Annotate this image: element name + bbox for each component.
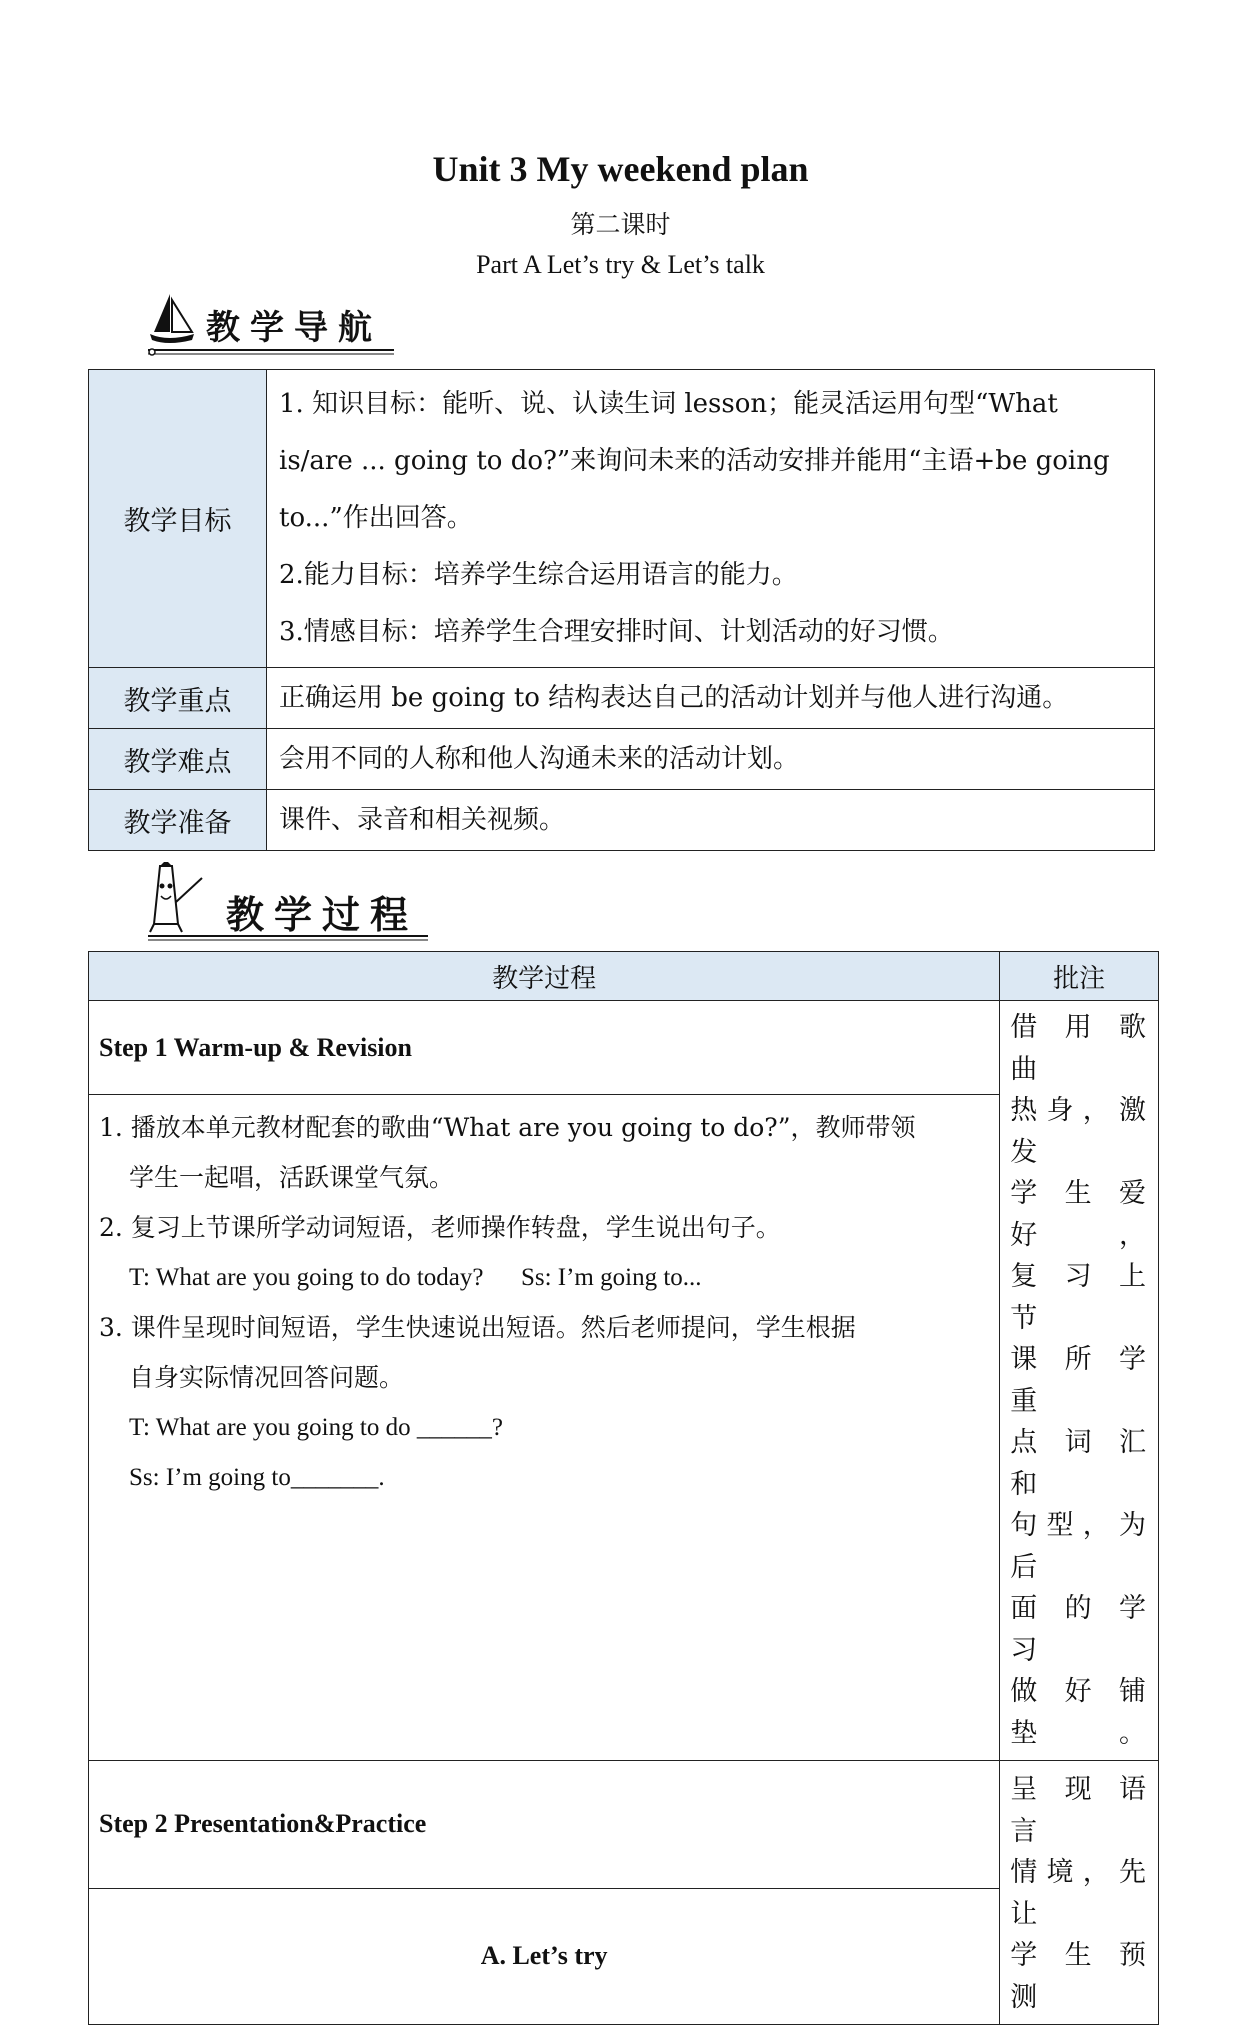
note-line: 学 生 预 测 [1010,1940,1148,2013]
teaching-nav-banner [148,290,398,358]
goal-header: 教学目标 [89,370,267,668]
page-title: Unit 3 My weekend plan [432,149,809,189]
goal-line: 3.情感目标：培养学生合理安排时间、计划活动的好习惯。 [279,617,954,647]
lesson-number: 第二课时 [570,210,671,239]
note-line: 情境，先让 [1010,1857,1148,1930]
step2-heading: Step 2 Presentation&Practice [89,1761,1000,1889]
step1-item-1-cont: 学生一起唱，活跃课堂气氛。 [129,1163,455,1193]
preparation-content: 课件、录音和相关视频。 [267,790,1155,851]
note-line: 学生爱好， [1010,1178,1148,1251]
step1-item-3-answer: Ss: I’m going to_______. [129,1464,385,1492]
step1-item-3: 3. 课件呈现时间短语，学生快速说出短语。然后老师提问，学生根据 [99,1313,856,1343]
step1-item-3-question: T: What are you going to do ______? [129,1414,503,1442]
goal-line: 1. 知识目标：能听、说、认读生词 lesson；能灵活运用句型“What [279,389,1058,419]
step1-item-2-dialog: T: What are you going to do today? Ss: I’m going to... [129,1264,702,1292]
difficulty-header: 教学难点 [89,729,267,790]
step1-content [89,1095,1000,1761]
goal-content [267,370,1155,668]
note-line: 做好铺垫。 [1010,1676,1148,1749]
teaching-process-banner [148,862,434,946]
note-line: 借 用 歌 曲 [1010,1012,1148,1085]
step1-note [1000,1001,1159,1761]
teaching-nav-label: 教学导航 [206,308,382,348]
goal-line: 2.能力目标：培养学生综合运用语言的能力。 [279,560,798,590]
goal-line: to...”作出回答。 [279,503,473,533]
difficulty-content: 会用不同的人称和他人沟通未来的活动计划。 [267,729,1155,790]
step2-subheading: A. Let’s try [89,1888,1000,2024]
note-line: 点 词 汇 和 [1010,1427,1148,1500]
note-line: 热身，激发 [1010,1095,1148,1168]
preparation-header: 教学准备 [89,790,267,851]
lesson-part: Part A Let’s try & Let’s talk [476,250,765,279]
step1-item-1: 1. 播放本单元教材配套的歌曲“What are you going to do?”，教师带领 [99,1113,916,1143]
key-point-content: 正确运用 be going to 结构表达自己的活动计划并与他人进行沟通。 [267,668,1155,729]
note-column-header: 批注 [1000,952,1159,1001]
teaching-process-label: 教学过程 [226,893,419,937]
note-line: 呈 现 语 言 [1010,1774,1148,1847]
note-line: 课 所 学 重 [1010,1344,1148,1417]
note-line: 句型，为后 [1010,1510,1148,1583]
key-point-header: 教学重点 [89,668,267,729]
step1-item-3-cont: 自身实际情况回答问题。 [129,1363,405,1393]
step1-heading: Step 1 Warm-up & Revision [89,1001,1000,1095]
process-column-header: 教学过程 [89,952,1000,1001]
goal-line: is/are ... going to do?”来询问未来的活动安排并能用“主语+be going [279,446,1110,476]
step1-item-2: 2. 复习上节课所学动词短语，老师操作转盘，学生说出句子。 [99,1213,781,1243]
note-line: 面 的 学 习 [1010,1593,1148,1666]
note-line: 复 习 上 节 [1010,1261,1148,1334]
teaching-process-table [88,951,1159,2025]
step2-note [1000,1761,1159,2025]
teaching-nav-table [88,369,1155,851]
